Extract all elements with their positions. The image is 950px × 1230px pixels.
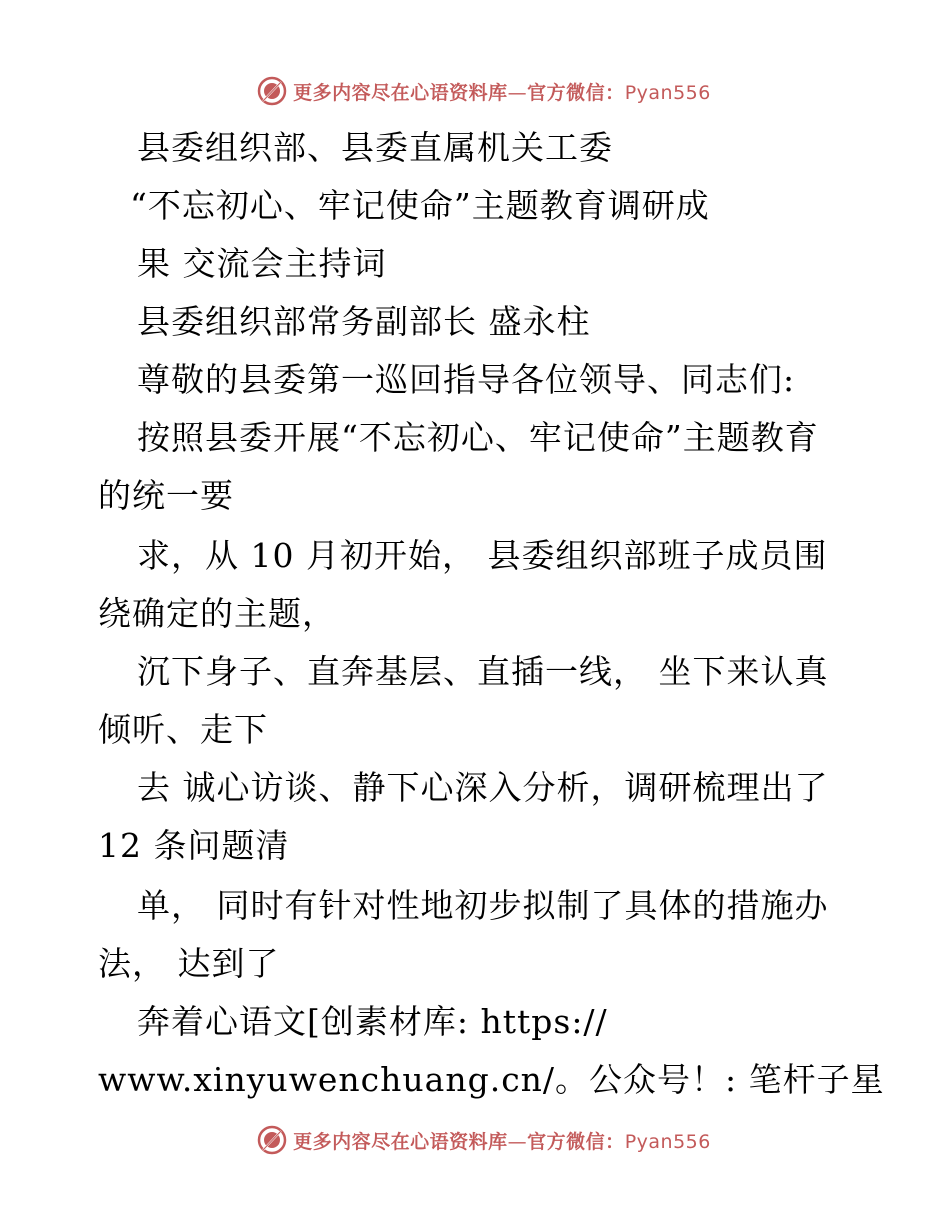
banner-content [257,1125,711,1155]
quill-seal-icon [257,1125,287,1155]
banner-text [293,78,711,105]
banner-separator: — [507,81,528,104]
doc-line: 12 条问题清 [98,826,290,865]
banner-main-text: 更多内容尽在心语资料库 [293,1130,508,1153]
doc-line: 绕确定的主题， [98,594,336,633]
doc-line: 县委组织部常务副部长 盛永柱 [137,302,591,341]
banner-wechat-label: 官方微信： [527,81,625,104]
doc-line: 单， 同时有针对性地初步拟制了具体的措施办 [137,886,829,925]
doc-line: 按照县委开展“不忘初心、牢记使命”主题教育 [137,418,819,457]
banner-wechat-id: Pyan556 [624,81,711,104]
banner-content [257,76,711,106]
header-banner [0,71,950,111]
doc-line: www.xinyuwenchuang.cn/。公众号！: 笔杆子星 [98,1060,885,1099]
doc-line: 奔着心语文[创素材库: https:// [137,1002,608,1041]
doc-line: 倾听、走下 [98,710,268,749]
doc-line: 尊敬的县委第一巡回指导各位领导、同志们: [137,360,796,399]
doc-line: “不忘初心、牢记使命”主题教育调研成 [130,186,710,225]
banner-separator: — [507,1130,528,1153]
footer-banner [0,1120,950,1160]
doc-line: 果 交流会主持词 [137,244,387,283]
doc-line: 沉下身子、直奔基层、直插一线， 坐下来认真 [137,652,829,691]
doc-line: 求，从 10 月初开始， 县委组织部班子成员围 [137,536,828,575]
doc-line: 法， 达到了 [98,944,280,983]
banner-main-text: 更多内容尽在心语资料库 [293,81,508,104]
doc-line: 的统一要 [98,476,234,515]
banner-text [293,1127,711,1154]
banner-wechat-id: Pyan556 [624,1130,711,1153]
doc-line: 去 诚心访谈、静下心深入分析，调研梳理出了 [137,768,829,807]
quill-seal-icon [257,76,287,106]
banner-wechat-label: 官方微信： [527,1130,625,1153]
doc-line: 县委组织部、县委直属机关工委 [137,128,613,167]
